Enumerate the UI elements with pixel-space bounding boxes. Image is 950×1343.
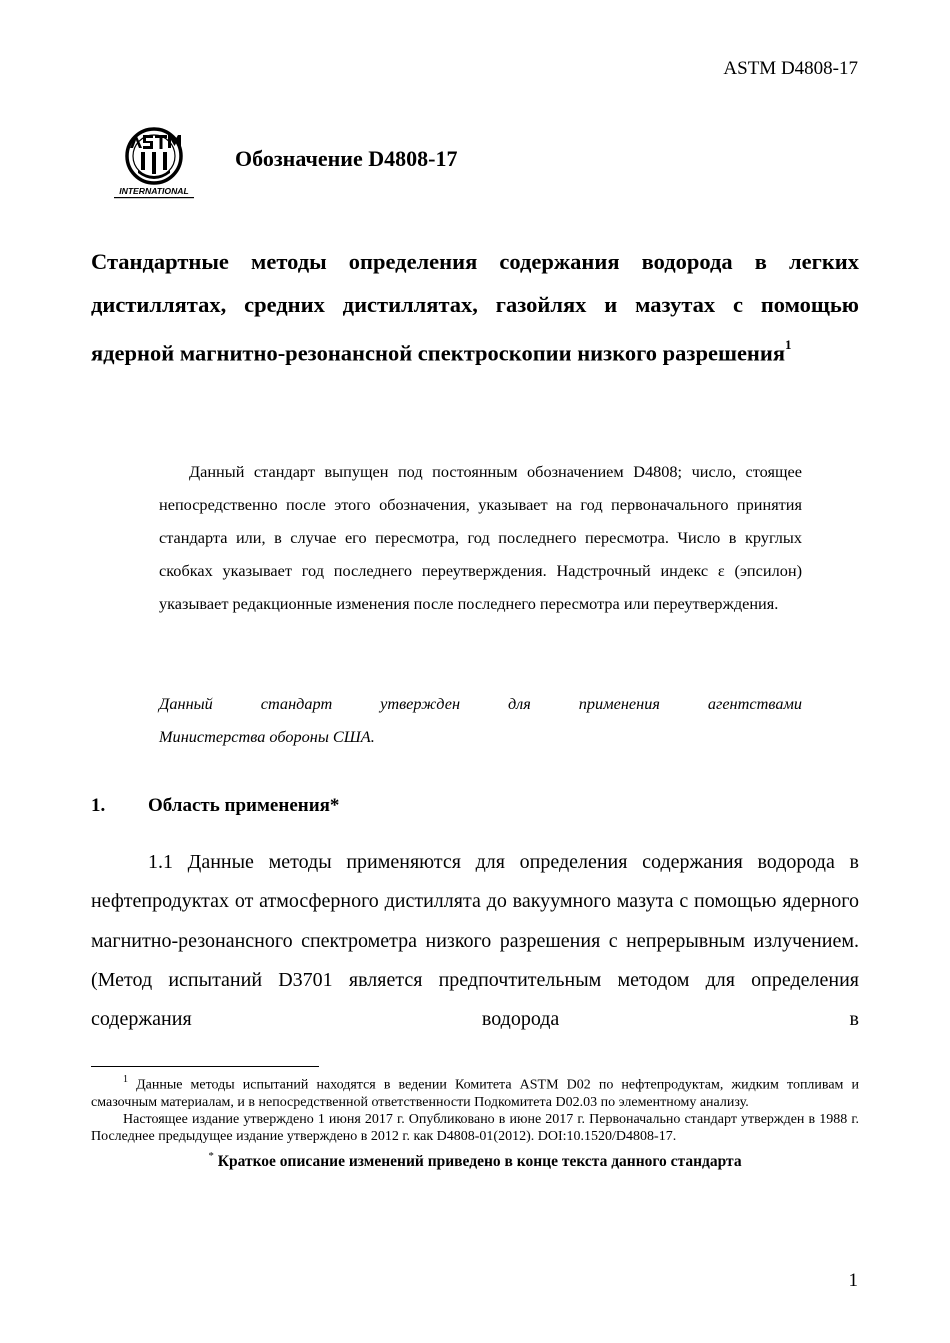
document-title [91, 240, 859, 375]
designation-note [159, 455, 802, 620]
footnote-1-text: Данные методы испытаний находятся в ведении Комитета ASTM D02 по нефтепродуктам, жидким топливам и смазочным материалам, и в непосредственной ответственности Подкомитета D02.03 по элементному анализу. [91, 1077, 859, 1110]
paragraph-1-1-text: 1.1 Данные методы применяются для определения содержания водорода в нефтепродуктах от атмосферного дистиллята до вакуумного мазута с помощью ядерного магнитно-резонансного спектрометра низкого разрешения с непрерывным излучением. (Метод испытаний D3701 является предпочтительным методом для определения содержания водорода в [91, 851, 859, 1031]
footnote-changes-summary [91, 1149, 859, 1170]
footnote-edition-text: Настоящее издание утверждено 1 июня 2017 г. Опубликовано в июне 2017 г. Первоначально стандарт утвержден в 1988 г. Последнее предыдущее издание утверждено в 2012 г. как D4808-01(2012). DOI:10.1520/D4808-17. [91, 1111, 859, 1144]
designation-note-text: Данный стандарт выпущен под постоянным обозначением D4808; число, стоящее непосредственно после этого обозначения, указывает на год первоначального принятия стандарта или, в случае его пересмотра, год последнего пересмотра. Число в круглых скобках указывает год последнего переутверждения. Надстрочный индекс ε (эпсилон) указывает редакционные изменения после последнего пересмотра или переутверждения. [159, 462, 802, 613]
footnote-1-mark: 1 [123, 1074, 128, 1085]
footnote-star-mark: * [208, 1149, 214, 1162]
footnote-star-text: Краткое описание изменений приведено в конце текста данного стандарта [217, 1152, 742, 1170]
paragraph-1-1 [91, 843, 859, 1039]
title-footnote-mark: 1 [785, 337, 792, 352]
section-title: Область применения* [148, 795, 340, 816]
page-number: 1 [848, 1270, 858, 1291]
footnote-1 [91, 1072, 859, 1111]
standard-designation: Обозначение D4808-17 [235, 146, 458, 171]
dod-note-line-2: Министерства обороны США. [159, 727, 375, 746]
footnote-separator [91, 1066, 319, 1067]
footnotes [91, 1072, 859, 1170]
astm-logo [110, 126, 198, 202]
dod-approval-note [159, 687, 802, 753]
section-heading [91, 795, 339, 817]
dod-note-line-1: Данный стандарт утвержден для применения агентствами [159, 694, 802, 713]
footnote-edition [91, 1111, 859, 1145]
document-title-text: Стандартные методы определения содержания водорода в легких дистиллятах, средних дистиллятах, газойлях и мазутах с помощью ядерной магнитно-резонансной спектроскопии низкого разрешения [91, 249, 859, 366]
logo-text: INTERNATIONAL [119, 186, 189, 196]
section-number: 1. [91, 795, 106, 816]
standard-code-header: ASTM D4808-17 [723, 58, 858, 79]
astm-international-logo-icon [110, 126, 198, 202]
